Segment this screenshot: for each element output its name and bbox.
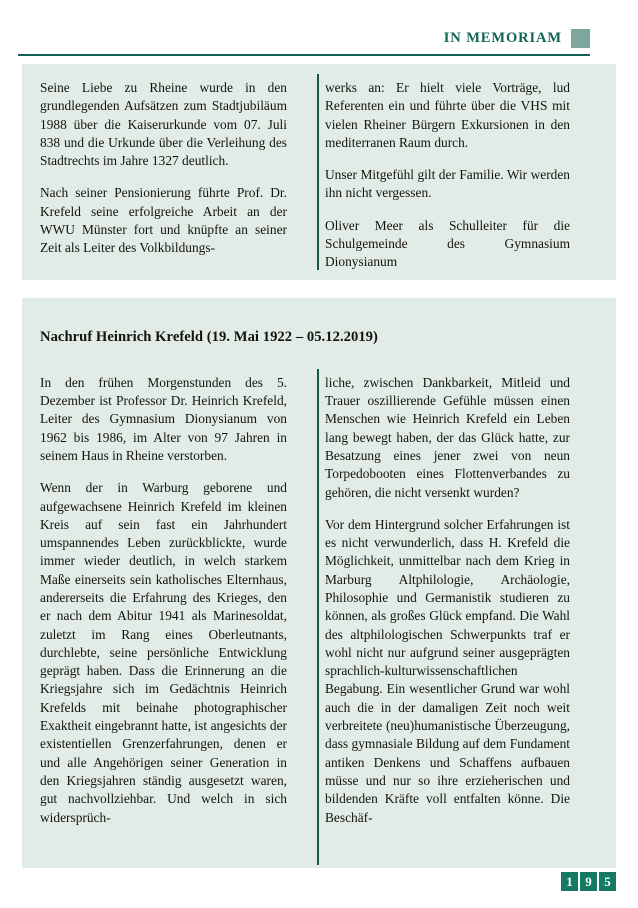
column-divider — [317, 369, 319, 865]
paragraph: liche, zwischen Dankbarkeit, Mitleid und Trauer oszillierende Gefühle müssen einen Menschen wie Heinrich Krefeld ein Leben lang bewegt haben, der das Glück hatte, zur Besatzung eines jener zwei von neun Torpedobooten eines Flottenverbandes zu gehören, die nicht versenkt wurden? — [325, 374, 570, 500]
column-right — [305, 79, 570, 272]
article-block-two — [22, 298, 616, 868]
paragraph: werks an: Er hielt viele Vorträge, lud Referenten ein und führte über die VHS mit vielen Rheiner Bürgern Exkursionen in den mediterranen Raum durch. — [325, 80, 570, 150]
article-heading: Nachruf Heinrich Krefeld (19. Mai 1922 – 05.12.2019) — [40, 329, 378, 346]
running-head — [18, 26, 590, 54]
column-left — [40, 374, 305, 827]
paragraph: Vor dem Hintergrund solcher Erfahrungen ist es nicht verwunderlich, dass H. Krefeld die Möglichkeit, unmittelbar nach dem Krieg in Marburg Altphilologie, Archäologie, Philosophie und Germanistik studieren zu können, als großes Glück empfand. Die Wahl des altphilologischen Schwerpunkts traf er wohl nicht nur aufgrund seiner ausgeprägten sprachlich-kulturwissenschaftlichen Begabung. Ein wesentlicher Grund war wohl auch die in der damaligen Zeit noch weit verbreitete (neu)humanistische Überzeugung, dass gymnasiale Bildung auf dem Fundament antiken Denkens und Schaffens aufbauen müsse und nur so ihre erzieherischen und bildenden Kräfte voll entfalten könne. Die Beschäf- — [325, 516, 570, 825]
two-column-layout — [22, 359, 616, 827]
column-right — [305, 374, 570, 827]
paragraph: In den frühen Morgenstunden des 5. Dezember ist Professor Dr. Heinrich Krefeld, Leiter des Gymnasium Dionysianum von 1962 bis 1986, im Alter von 97 Jahren in seinem Haus in Rheine verstorben. — [40, 374, 287, 463]
square-mark-icon — [571, 29, 590, 48]
paragraph: Nach seiner Pensionierung führte Prof. Dr. Krefeld seine erfolgreiche Arbeit an der WWU Münster fort und knüpfte an seiner Zeit als Leiter des Volkbildungs- — [40, 185, 287, 256]
header-divider — [18, 54, 590, 56]
paragraph: Unser Mitgefühl gilt der Familie. Wir werden ihn nicht vergessen. — [325, 167, 570, 201]
page-number-digit: 1 — [561, 872, 578, 891]
paragraph: Wenn der in Warburg geborene und aufgewachsene Heinrich Krefeld im kleinen Kreis auf sein fast ein Jahrhundert umspannendes Leben zurückblickte, wurde immer wieder deutlich, in welch starkem Maße einerseits sein katholisches Elternhaus, andererseits die Erfahrung des Krieges, den er nach dem Abitur 1941 als Marinesoldat, zuletzt im Rang eines Oberleutnants, durchlebte, seine persönliche Entwicklung geprägt haben. Dass die Erinnerung an die Kriegsjahre sich im Gedächtnis Heinrich Krefelds mit beinahe photographischer Exaktheit eingebrannt hatte, ist angesichts der existentiellen Grenzerfahrungen, denen er und alle Angehörigen seiner Generation in den Kriegsjahren ständig ausgesetzt waren, gut nachvollziehbar. Und welch in sich widersprüch- — [40, 480, 287, 825]
running-head-inner — [18, 26, 590, 50]
page-number-digit: 5 — [599, 872, 616, 891]
article-block-one — [22, 64, 616, 280]
page-number-digit: 9 — [580, 872, 597, 891]
page-title: IN MEMORIAM — [443, 29, 562, 46]
column-left — [40, 79, 305, 272]
page-number — [561, 872, 616, 891]
column-divider — [317, 74, 319, 270]
paragraph: Seine Liebe zu Rheine wurde in den grundlegenden Aufsätzen zum Stadtjubiläum 1988 über die Kaiserurkunde vom 07. Juli 838 und die Urkunde über die Verleihung des Stadtrechts im Jahre 1327 deutlich. — [40, 80, 287, 169]
paragraph: Oliver Meer als Schulleiter für die Schulgemeinde des Gymnasium Dionysianum — [325, 217, 570, 270]
two-column-layout — [22, 64, 616, 272]
